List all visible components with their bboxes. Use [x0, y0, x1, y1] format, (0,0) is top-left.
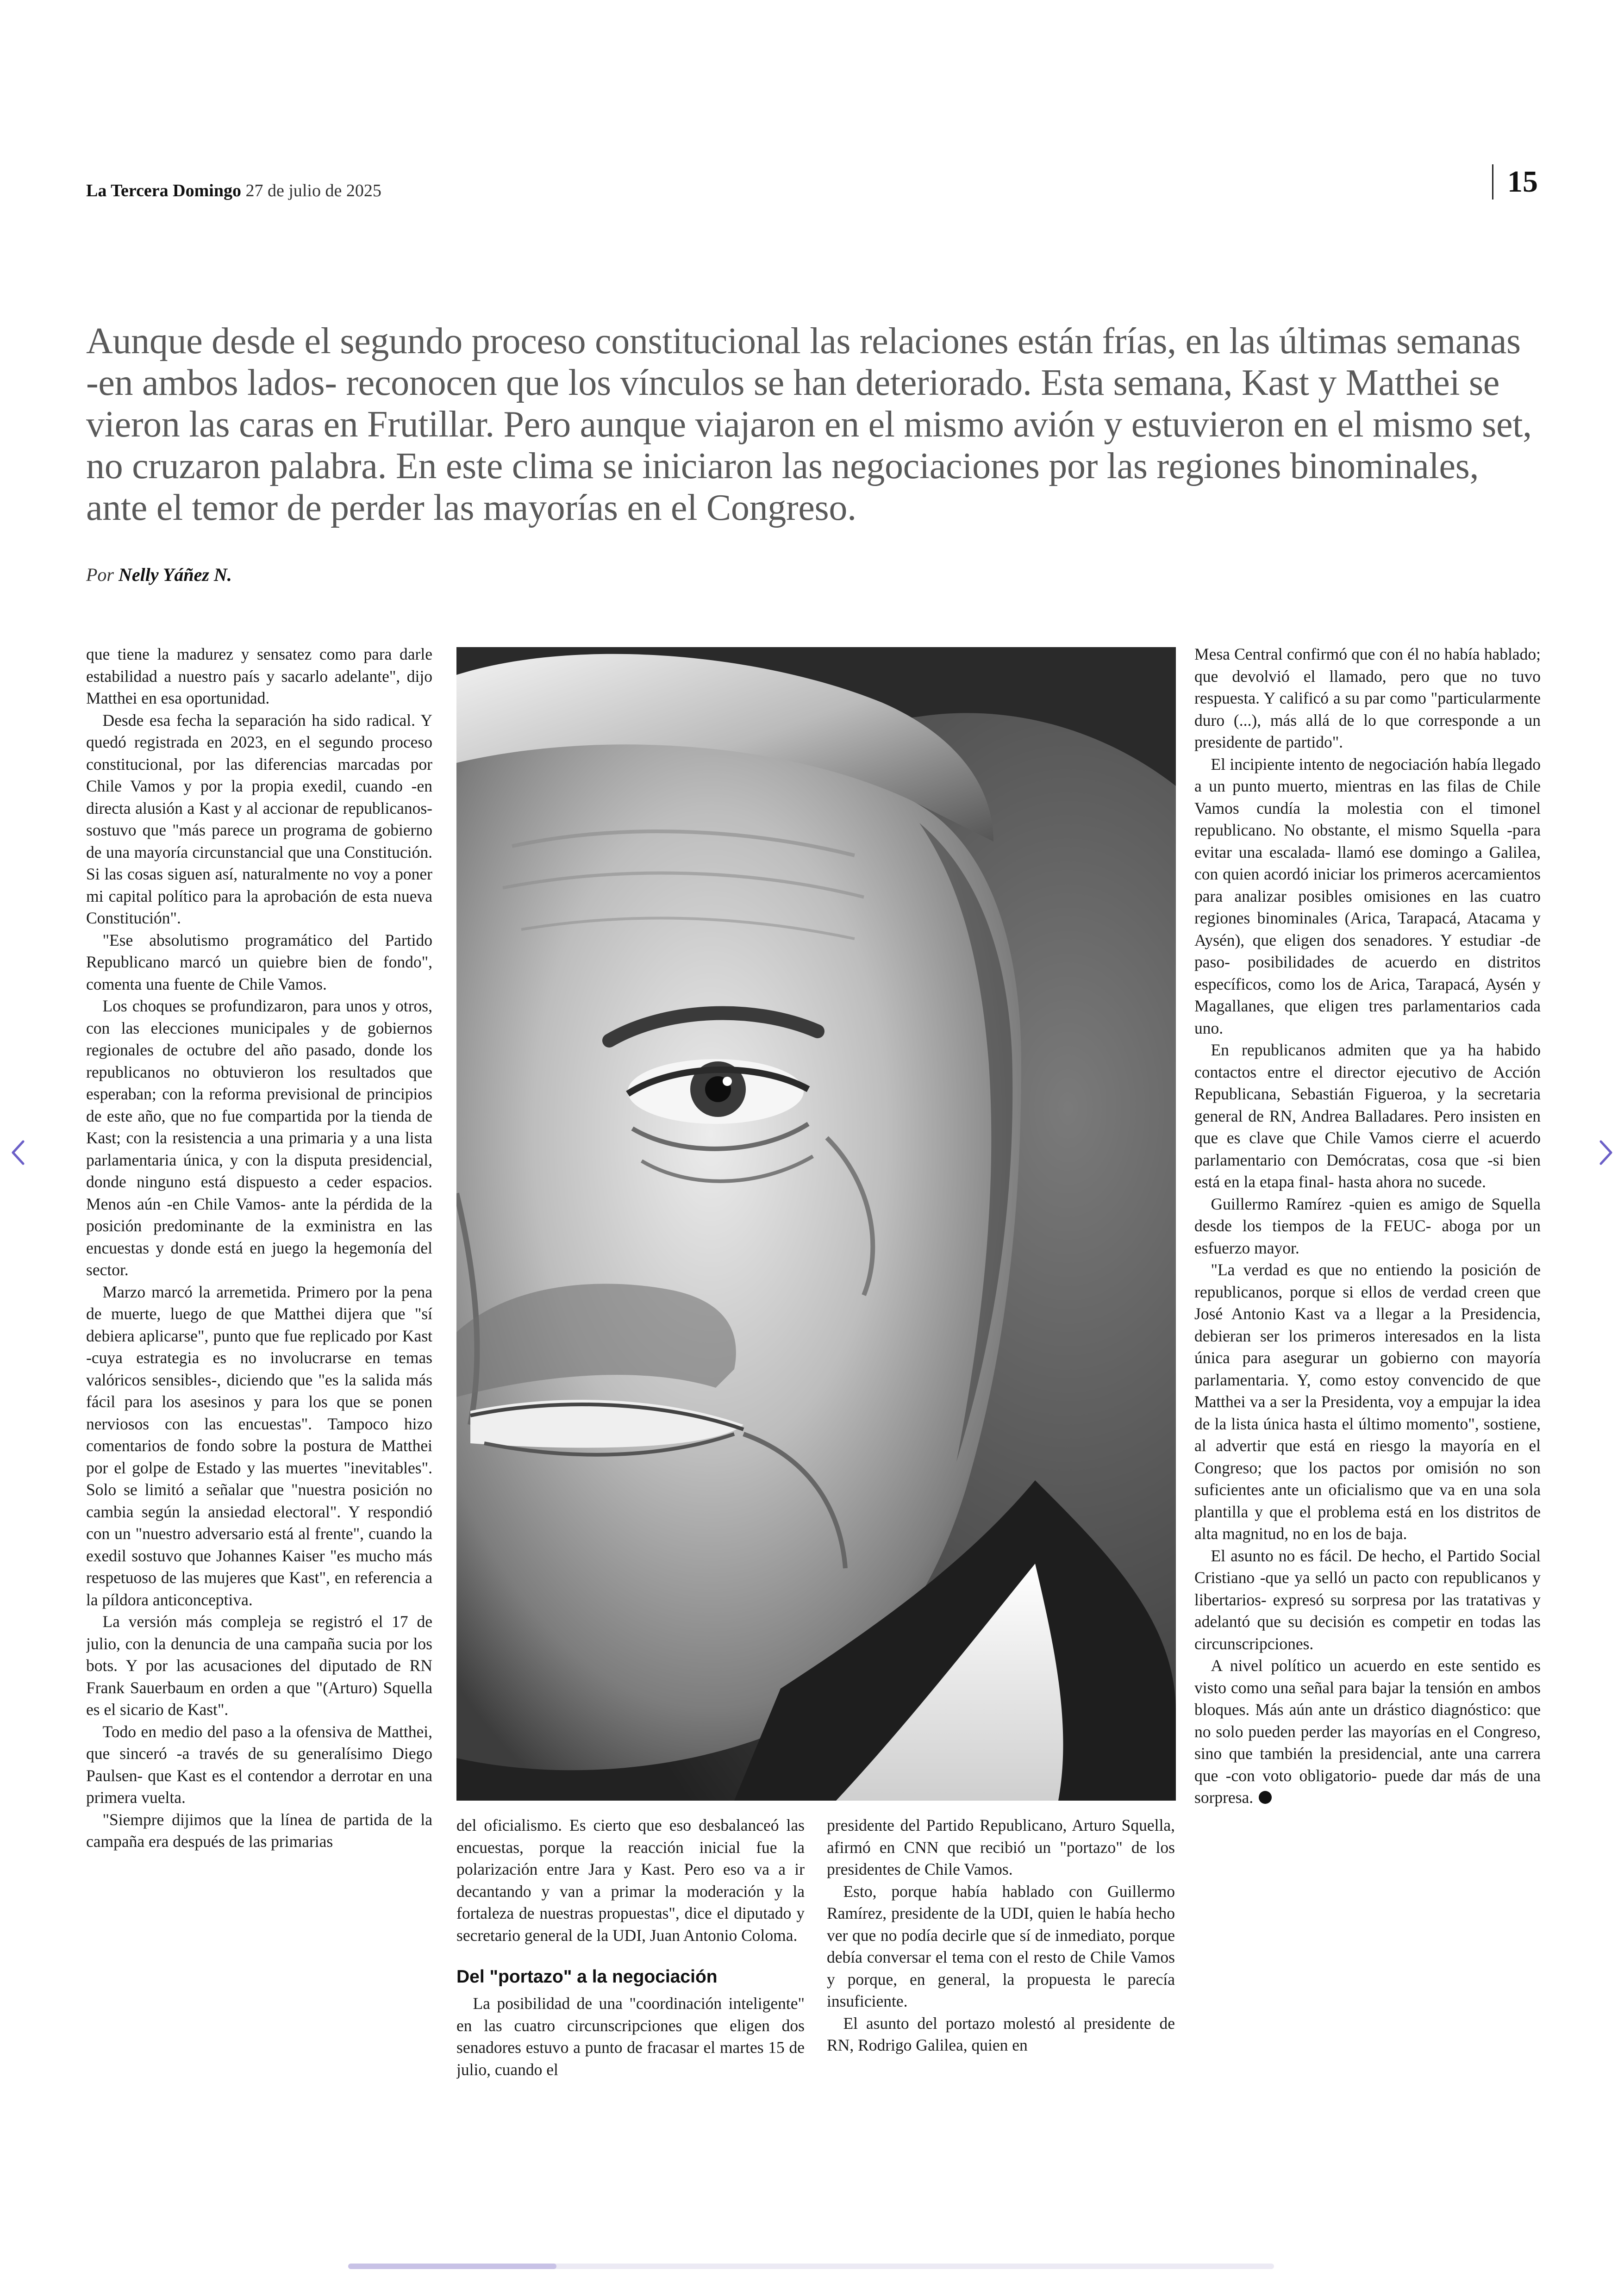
article-column-2	[456, 1815, 805, 2125]
paragraph: En republicanos admiten que ya ha habido contactos entre el director ejecutivo de Acción Republicana, Sebastián Figueroa, y la secretaria general de RN, Andrea Balladares. Pero insisten en que es clave que Chile Vamos cierre el acuerdo parlamentario con Demócratas, cosa que -si bien está en la etapa final- hasta ahora no sucede.	[1194, 1041, 1541, 1191]
paragraph: Todo en medio del paso a la ofensiva de Matthei, que sinceró -a través de su generalísimo Diego Paulsen- que Kast es el contendor a derrotar en una primera vuelta.	[86, 1722, 432, 1807]
article-column-4	[1194, 643, 1541, 2125]
paragraph	[1194, 1655, 1541, 1809]
horizontal-scrollbar[interactable]	[348, 2264, 1274, 2269]
paragraph: "La verdad es que no entiendo la posición de republicanos, porque si ellos de verdad creen que José Antonio Kast va a llegar a la Presidencia, debieran ser los primeros interesados en la lista única para asegurar un gobierno con mayoría parlamentaria. Y, como estoy convencido de que Matthei va a ser la Presidenta, voy a empujar la idea de la lista única hasta el último momento", sostiene, al advertir que está en riesgo la mayoría en el Congreso; que los pactos por omisión no son suficientes ante un oficialismo que va en una sola plantilla y que el problema está en los distritos de alta magnitud, no en los de baja.	[1194, 1260, 1541, 1543]
page-number-divider	[1492, 164, 1493, 200]
previous-page-button[interactable]	[4, 1134, 31, 1171]
paragraph: Esto, porque había hablado con Guillermo Ramírez, presidente de la UDI, quien le había hecho ver que no podía decirle que sí de inmediato, porque debía conversar el tema con el resto de Chile Vamos y porque, en general, la propuesta le parecía insuficiente.	[827, 1882, 1175, 2010]
chevron-left-icon	[9, 1139, 26, 1166]
portrait-photo-art	[456, 647, 1176, 1801]
article-column-1	[86, 643, 432, 2125]
paragraph: del oficialismo. Es cierto que eso desbalanceó las encuestas, porque la reacción inicial fue la polarización entre Jara y Kast. Pero eso va a ir decantando y van a primar la moderación y la fortaleza de nuestras propuestas", dice el diputado y secretario general de la UDI, Juan Antonio Coloma.	[456, 1816, 805, 1945]
byline-author: Nelly Yáñez N.	[119, 564, 232, 585]
paragraph: Mesa Central confirmó que con él no había hablado; que devolvió el llamado, pero que no tuvo respuesta. Y calificó a su par como "particularmente duro (...), más allá de lo que corresponde a un presidente de partido".	[1194, 645, 1541, 751]
paragraph: Guillermo Ramírez -quien es amigo de Squella desde los tiempos de la FEUC- aboga por un esfuerzo mayor.	[1194, 1194, 1541, 1257]
page-header	[86, 181, 381, 201]
paragraph: "Siempre dijimos que la línea de partida de la campaña era después de las primarias	[86, 1810, 432, 1851]
section-subhead: Del "portazo" a la negociación	[456, 1967, 718, 1987]
chevron-right-icon	[1598, 1139, 1615, 1166]
paragraph: La posibilidad de una "coordinación inteligente" en las cuatro circunscripciones que eligen dos senadores estuvo a punto de fracasar el martes 15 de julio, cuando el	[456, 1994, 805, 2079]
paragraph: que tiene la madurez y sensatez como para darle estabilidad a nuestro país y sacarlo adelante", dijo Matthei en esa oportunidad.	[86, 645, 432, 707]
scrollbar-thumb[interactable]	[348, 2264, 556, 2269]
paragraph: "Ese absolutismo programático del Partido Republicano marcó un quiebre bien de fondo", comenta una fuente de Chile Vamos.	[86, 930, 432, 993]
end-of-article-icon	[1259, 1791, 1272, 1804]
page-number-block	[1492, 164, 1538, 200]
page-number: 15	[1507, 165, 1538, 199]
portrait-photo	[456, 647, 1176, 1801]
article-column-3	[827, 1815, 1175, 2125]
article-lead: Aunque desde el segundo proceso constitucional las relaciones están frías, en las últimas semanas -en ambos lados- reconocen que los vínculos se han deteriorado. Esta semana, Kast y Matthei se vieron las caras en Frutillar. Pero aunque viajaron en el mismo avión y estuvieron en el mismo set, no cruzaron palabra. En este clima se iniciaron las negociaciones por las regiones binominales, ante el temor de perder las mayorías en el Congreso.	[86, 321, 1532, 528]
paragraph: El incipiente intento de negociación había llegado a un punto muerto, mientras en las filas de Chile Vamos cundía la molestia con el timonel republicano. No obstante, el mismo Squella -para evitar una escalada- llamó ese domingo a Galilea, con quien acordó iniciar los primeros acercamientos para analizar posibles omisiones en las cuatro regiones binominales (Arica, Tarapacá, Atacama y Aysén), que eligen dos senadores. Y estudiar -de paso- posibilidades de acuerdo en distritos específicos, como los de Arica, Tarapacá, Aysén y Magallanes, que eligen tres parlamentarios cada uno.	[1194, 755, 1541, 1037]
byline-prefix: Por	[86, 564, 114, 585]
paragraph: presidente del Partido Republicano, Arturo Squella, afirmó en CNN que recibió un "portazo" de los presidentes de Chile Vamos.	[827, 1816, 1175, 1878]
paragraph: La versión más compleja se registró el 17 de julio, con la denuncia de una campaña sucia por los bots. Y por las acusaciones del diputado de RN Frank Sauerbaum en orden a que "(Arturo) Squella es el sicario de Kast".	[86, 1612, 432, 1719]
paragraph: Los choques se profundizaron, para unos y otros, con las elecciones municipales y de gobiernos regionales de octubre del año pasado, donde los republicanos no obtuvieron los resultados que esperaban; con la reforma previsional de principios de este año, que no fue compartida por la tienda de Kast; con la resistencia a una primaria y a una lista parlamentaria única, y con la disputa presidencial, donde ninguno está dispuesto a ceder espacios. Menos aún -en Chile Vamos- ante la pérdida de la posición predominante de la exministra en las encuestas y donde está en juego la hegemonía del sector.	[86, 997, 432, 1279]
publication-name: La Tercera Domingo	[86, 181, 241, 200]
paragraph: El asunto del portazo molestó al presidente de RN, Rodrigo Galilea, quien en	[827, 2014, 1175, 2054]
byline	[86, 564, 232, 586]
paragraph-text: A nivel político un acuerdo en este sentido es visto como una señal para bajar la tensión en ambos bloques. Más aún ante un drástico diagnóstico: que no solo pueden perder las mayorías en el Congreso, sino que también la presidencial, ante una carrera que -con voto obligatorio- puede dar más de una sorpresa.	[1194, 1656, 1541, 1807]
paragraph: Marzo marcó la arremetida. Primero por la pena de muerte, luego de que Matthei dijera que "sí debiera aplicarse", punto que fue replicado por Kast -cuya estrategia es no involucrarse en temas valóricos sensibles-, diciendo que "es la salida más fácil para los asesinos y para los que se ponen nerviosos con las encuestas". Tampoco hizo comentarios de fondo sobre la postura de Matthei por el golpe de Estado y las muertes "inevitables". Solo se limitó a señalar que "nuestra posición no cambia según la ansiedad electoral". Y respondió con un "nuestro adversario está al frente", cuando la exedil sostuvo que Johannes Kaiser "es mucho más respetuoso de las mujeres que Kast", en referencia a la píldora anticonceptiva.	[86, 1282, 432, 1609]
publication-date: 27 de julio de 2025	[245, 181, 381, 200]
paragraph: Desde esa fecha la separación ha sido radical. Y quedó registrada en 2023, en el segundo proceso constitucional, por las diferencias marcadas por Chile Vamos y por la propia exedil, cuando -en directa alusión a Kast y al accionar de republicanos- sostuvo que "más parece un programa de gobierno de una mayoría circunstancial que una Constitución. Si las cosas siguen así, naturalmente no voy a poner mi capital político para la aprobación de esta nueva Constitución".	[86, 711, 432, 927]
paragraph: El asunto no es fácil. De hecho, el Partido Social Cristiano -que ya selló un pacto con republicanos y libertarios- expresó su sorpresa por las tratativas y adelantó que su decisión es competir en todas las circunscripciones.	[1194, 1546, 1541, 1653]
next-page-button[interactable]	[1593, 1134, 1620, 1171]
